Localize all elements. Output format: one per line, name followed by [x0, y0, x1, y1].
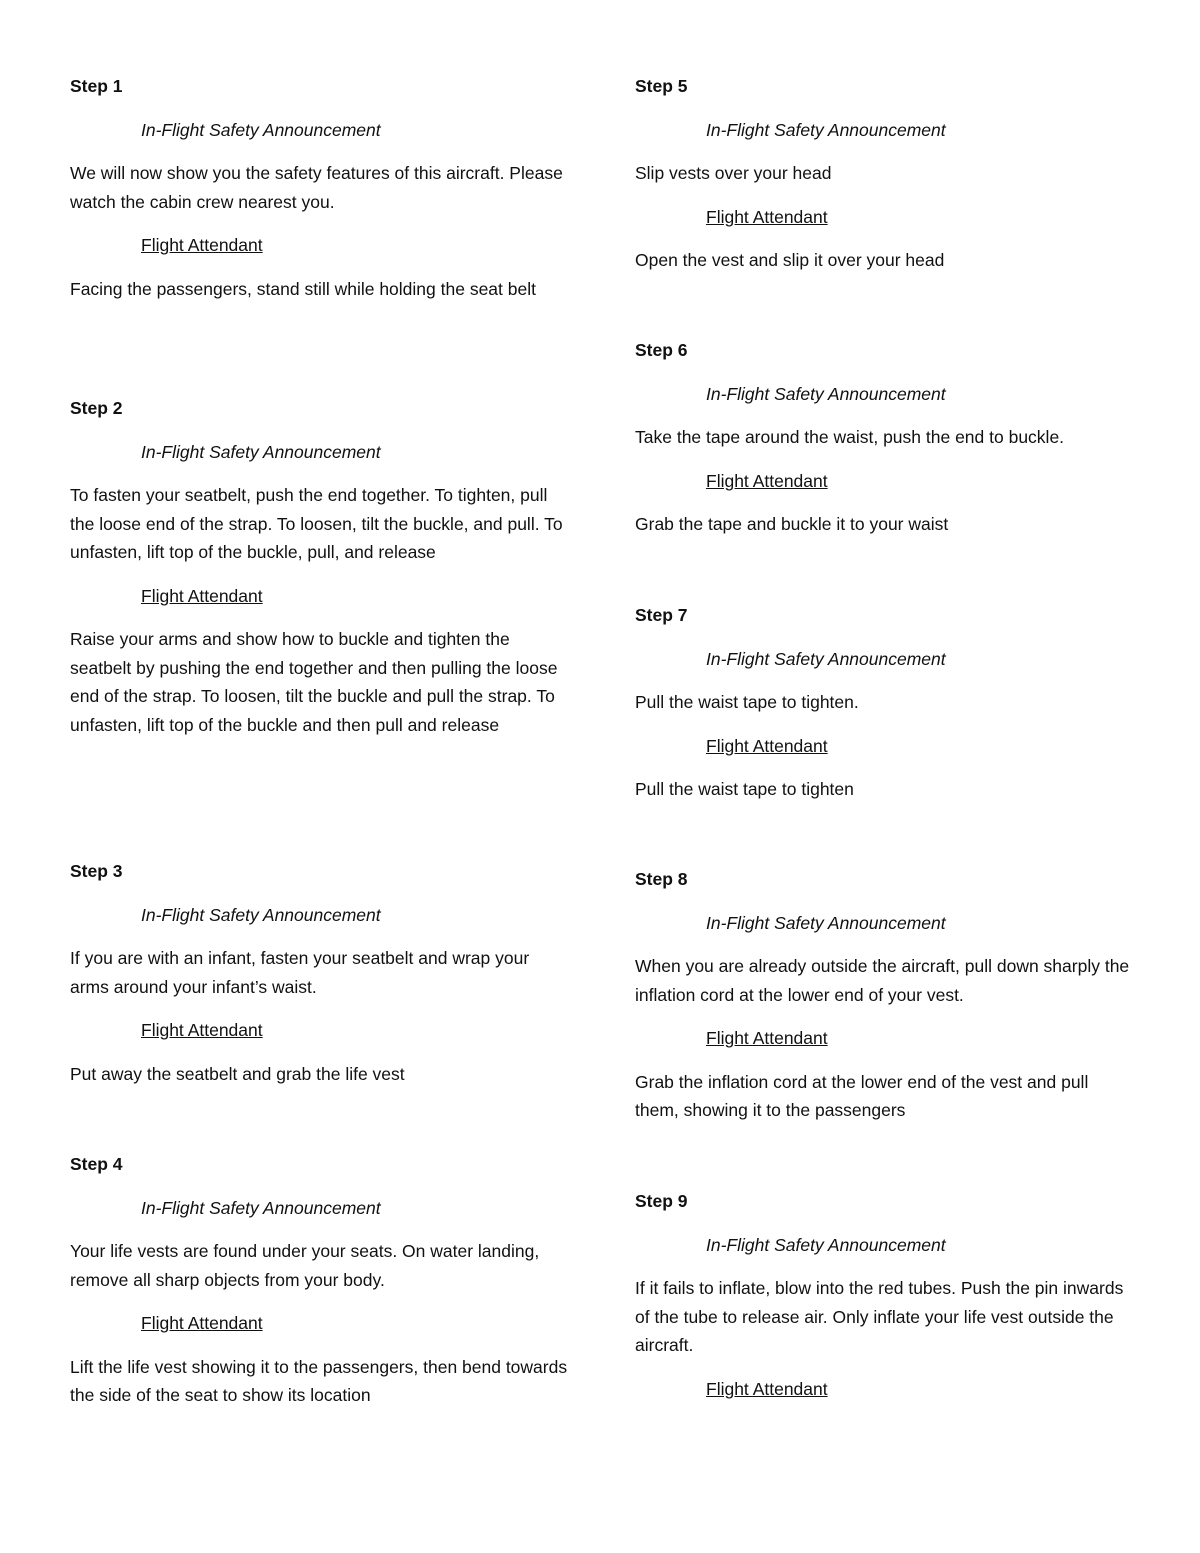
attendant-heading: Flight Attendant	[141, 1020, 263, 1040]
step-title: Step 1	[70, 76, 123, 96]
announcement-heading: In-Flight Safety Announcement	[141, 1197, 381, 1218]
step-title: Step 5	[635, 76, 688, 96]
step-8	[635, 865, 1135, 1125]
step-2	[70, 394, 570, 739]
announcement-text: When you are already outside the aircraft, pull down sharply the inflation cord at the lower end of your vest.	[635, 956, 1130, 1005]
attendant-action: Open the vest and slip it over your head	[635, 250, 945, 270]
announcement-heading: In-Flight Safety Announcement	[141, 441, 381, 462]
step-3	[70, 857, 570, 1088]
attendant-action: Put away the seatbelt and grab the life vest	[70, 1063, 405, 1084]
step-title: Step 6	[635, 340, 688, 360]
attendant-heading: Flight Attendant	[706, 1028, 828, 1048]
attendant-heading: Flight Attendant	[706, 470, 828, 491]
step-5	[635, 72, 1135, 275]
announcement-heading: In-Flight Safety Announcement	[706, 648, 946, 669]
attendant-heading: Flight Attendant	[706, 735, 828, 756]
attendant-action: Facing the passengers, stand still while holding the seat belt	[70, 278, 536, 299]
step-6	[635, 336, 1135, 539]
announcement-text: Take the tape around the waist, push the end to buckle.	[635, 427, 1065, 447]
step-1	[70, 72, 570, 303]
announcement-heading: In-Flight Safety Announcement	[141, 119, 381, 140]
announcement-text: If it fails to inflate, blow into the red tubes. Push the pin inwards of the tube to release air. Only inflate your life vest outside the aircraft.	[635, 1278, 1124, 1355]
attendant-action: Raise your arms and show how to buckle and tighten the seatbelt by pushing the end together and then pulling the loose end of the strap. To loosen, tilt the buckle and pull the strap. To unfasten, lift top of the buckle and then pull and release	[70, 629, 558, 735]
step-title: Step 2	[70, 398, 123, 418]
announcement-heading: In-Flight Safety Announcement	[706, 119, 946, 140]
step-title: Step 9	[635, 1191, 688, 1211]
announcement-heading: In-Flight Safety Announcement	[706, 912, 946, 933]
attendant-action: Grab the tape and buckle it to your waist	[635, 514, 949, 534]
attendant-action: Grab the inflation cord at the lower end of the vest and pull them, showing it to the passengers	[635, 1071, 1089, 1120]
step-title: Step 3	[70, 861, 123, 881]
announcement-text: We will now show you the safety features of this aircraft. Please watch the cabin crew nearest you.	[70, 163, 563, 212]
announcement-heading: In-Flight Safety Announcement	[141, 904, 381, 925]
attendant-action: Lift the life vest showing it to the passengers, then bend towards the side of the seat to show its location	[70, 1356, 568, 1405]
announcement-text: If you are with an infant, fasten your seatbelt and wrap your arms around your infant’s waist.	[70, 948, 530, 997]
announcement-text: To fasten your seatbelt, push the end together. To tighten, pull the loose end of the strap. To loosen, tilt the buckle, and pull. To unfasten, lift top of the buckle, pull, and release	[70, 485, 563, 562]
announcement-text: Slip vests over your head	[635, 163, 832, 183]
step-7	[635, 601, 1135, 804]
announcement-heading: In-Flight Safety Announcement	[706, 1234, 946, 1255]
step-title: Step 7	[635, 605, 688, 625]
step-title: Step 8	[635, 869, 688, 889]
attendant-heading: Flight Attendant	[141, 585, 263, 606]
step-title: Step 4	[70, 1154, 123, 1174]
announcement-heading: In-Flight Safety Announcement	[706, 383, 946, 404]
step-9	[635, 1187, 1135, 1403]
announcement-text: Pull the waist tape to tighten.	[635, 692, 859, 712]
attendant-action: Pull the waist tape to tighten	[635, 779, 854, 799]
announcement-text: Your life vests are found under your seats. On water landing, remove all sharp objects from your body.	[70, 1241, 540, 1290]
step-4	[70, 1150, 570, 1410]
attendant-heading: Flight Attendant	[141, 235, 263, 255]
attendant-heading: Flight Attendant	[706, 1378, 828, 1399]
attendant-heading: Flight Attendant	[141, 1313, 263, 1333]
attendant-heading: Flight Attendant	[706, 206, 828, 227]
